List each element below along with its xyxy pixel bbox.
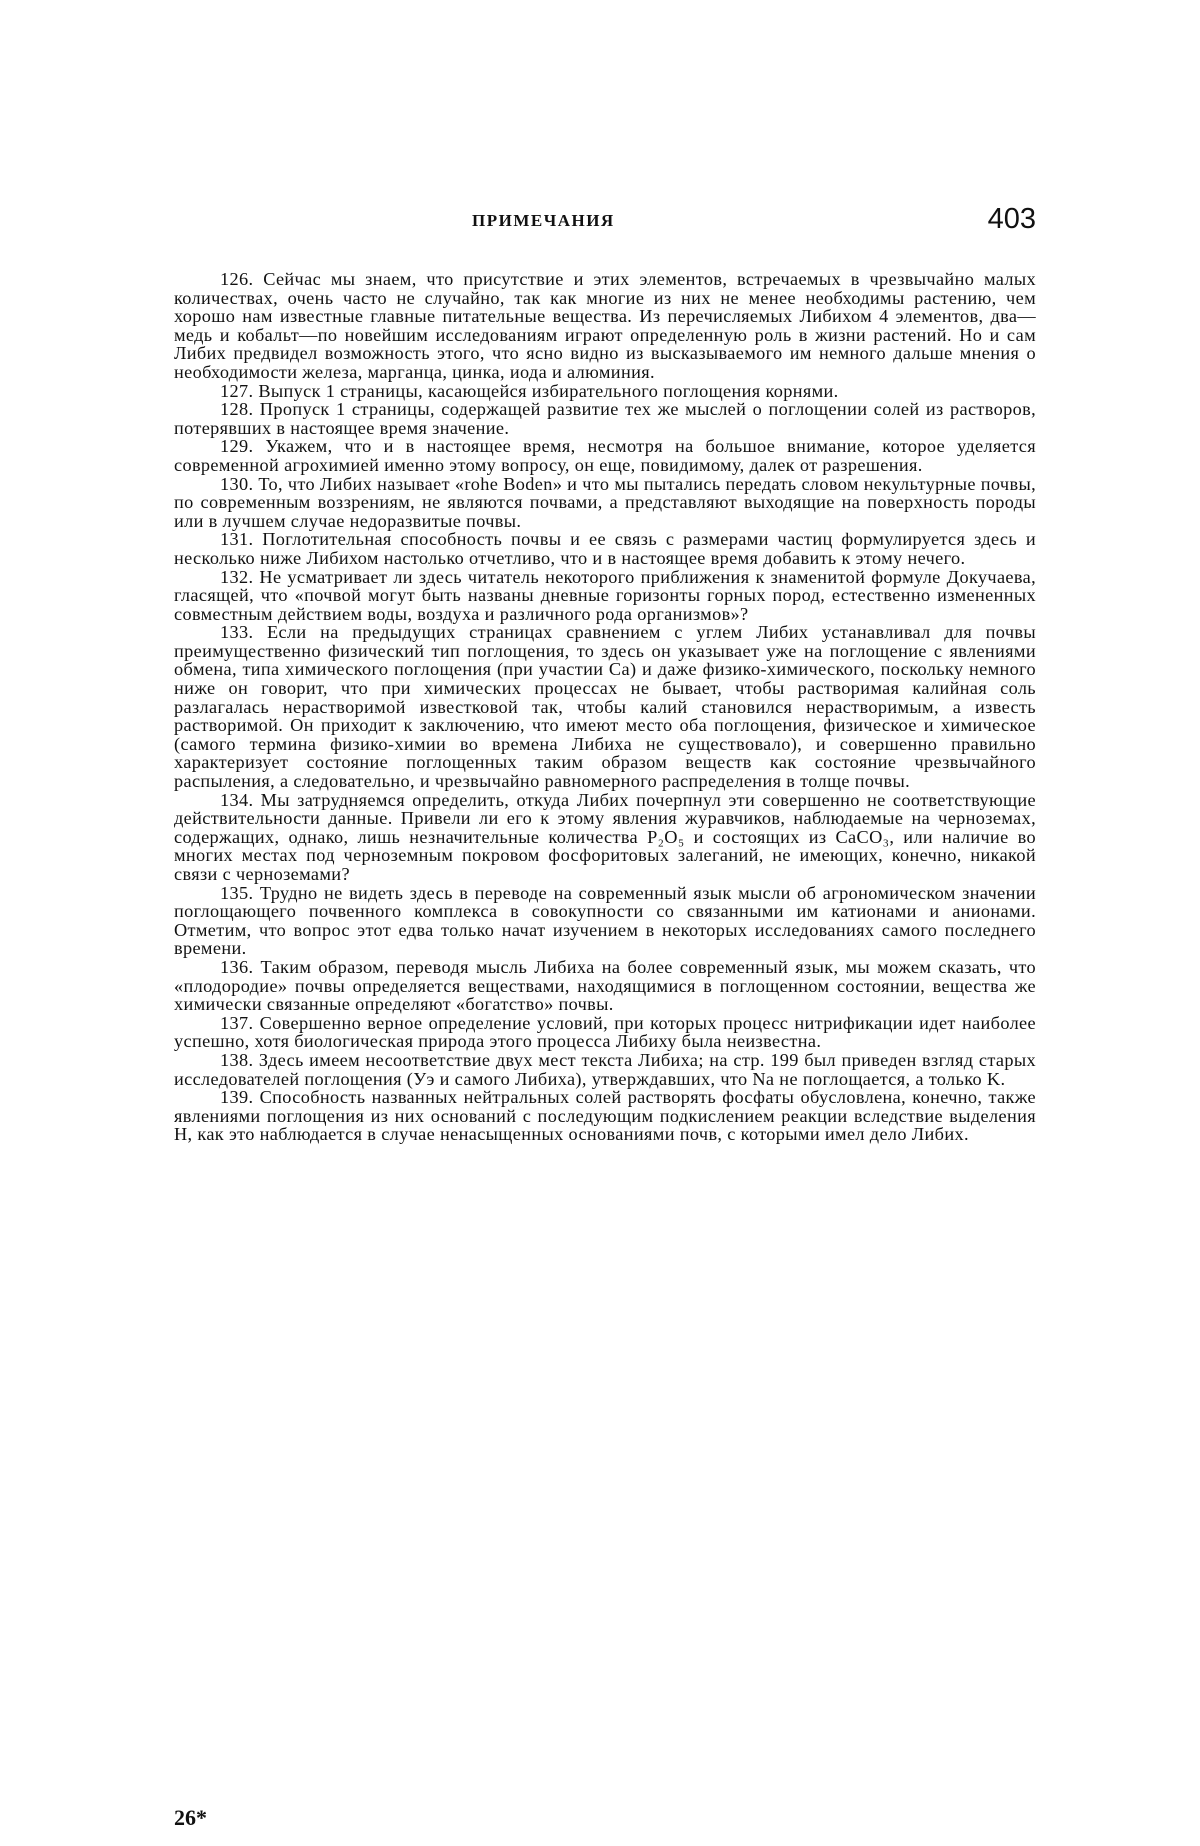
note-text: Здесь имеем несоответствие двух мест текста Либиха; на стр. 199 был приведен взгляд старых исследователей поглощения (Уэ и самого Либиха), утверждавших, что Na не поглощается, а только K.: [174, 1049, 1036, 1089]
note-139: [174, 1088, 1036, 1144]
note-number: 137.: [220, 1012, 254, 1033]
note-126: [174, 270, 1036, 382]
note-number: 132.: [220, 566, 254, 587]
note-number: 139.: [220, 1087, 254, 1108]
signature-mark: 26*: [174, 1805, 207, 1830]
note-131: [174, 530, 1036, 567]
note-number: 135.: [220, 882, 254, 903]
note-number: 138.: [220, 1049, 254, 1070]
note-129: [174, 437, 1036, 474]
note-text: Трудно не видеть здесь в переводе на современный язык мысли об агрономическом значении поглощающего почвенного комплекса в совокупности со связанными им катионами и анионами. Отметим, что вопрос этот едва только начат изучением в некоторых исследованиях самого последнего времени.: [174, 882, 1036, 959]
note-number: 126.: [220, 269, 254, 289]
note-132: [174, 568, 1036, 624]
note-127: [174, 382, 1036, 401]
notes-list: [174, 270, 1036, 1144]
note-text: Выпуск 1 страницы, касающейся избирательного поглощения корнями.: [253, 380, 839, 401]
note-text: Укажем, что и в настоящее время, несмотря на большое внимание, которое уделяется современной агрохимией именно этому вопросу, он еще, повидимому, далек от разрешения.: [174, 436, 1036, 475]
note-number: 134.: [220, 789, 254, 810]
running-title: ПРИМЕЧАНИЯ: [472, 211, 615, 230]
note-text: Мы затрудняемся определить, откуда Либих почерпнул эти совершенно не соответствующие действительности данные. Привели ли его к этому явления журавчиков, наблюдаемые на черноземах, содержащих, однако, лишь незначительные количества P₂O₅ и состоящих из CaCO₃, или наличие во многих местах под черноземным покровом фосфоритовых залеганий, не имеющих, конечно, никакой связи с черноземами?: [174, 789, 1036, 884]
note-130: [174, 475, 1036, 531]
note-135: [174, 884, 1036, 958]
note-text: Поглотительная способность почвы и ее связь с размерами частиц формулируется здесь и несколько ниже Либихом настолько отчетливо, что и в настоящее время добавить к этому нечего.: [174, 529, 1036, 568]
note-text: Способность названных нейтральных солей растворять фосфаты обусловлена, конечно, также явлениями поглощения из них оснований с последующим подкислением реакции вследствие выделения H, как это наблюдается в случае ненасыщенных основаниями почв, с которыми имел дело Либих.: [174, 1087, 1036, 1145]
page-number: 403: [987, 203, 1036, 235]
note-136: [174, 958, 1036, 1014]
note-number: 130.: [220, 473, 254, 494]
note-number: 129.: [220, 436, 254, 457]
note-text: Если на предыдущих страницах сравнением с углем Либих устанавливал для почвы преимущественно физический тип поглощения, то здесь он указывает уже на поглощение с явлениями обмена, типа химического поглощения (при участии Ca) и даже физико-химического, поскольку немного ниже он говорит, что при химических процессах не бывает, чтобы растворимая калийная соль разлагалась нерастворимой известковой так, чтобы калий становился нерастворимым, а известь растворимой. Он приходит к заключению, что имеют место оба поглощения, физическое и химическое (самого термина физико-химии во времена Либиха не существовало), и совершенно правильно характеризует состояние поглощенных таким образом веществ как состояние чрезвычайного распыления, а следовательно, и чрезвычайно равномерного распределения в толще почвы.: [174, 622, 1036, 792]
note-number: 133.: [220, 622, 254, 643]
note-number: 136.: [220, 956, 254, 977]
note-138: [174, 1051, 1036, 1088]
note-134: [174, 791, 1036, 884]
note-text: Таким образом, переводя мысль Либиха на более современный язык, мы можем сказать, что «плодородие» почвы определяется веществами, находящимися в поглощенном состоянии, вещества же химически связанные определяют «богатство» почвы.: [174, 956, 1036, 1015]
note-number: 128.: [220, 399, 254, 420]
note-text: То, что Либих называет «rohe Boden» и что мы пытались передать словом некультурные почвы, по современным воззрениям, не являются почвами, а представляют выходящие на поверхность породы или в лучшем случае недоразвитые почвы.: [174, 473, 1036, 531]
page-header: [174, 205, 1036, 245]
note-text: Сейчас мы знаем, что присутствие и этих элементов, встречаемых в чрезвычайно малых количествах, очень часто не случайно, так как многие из них не менее необходимы растению, чем хорошо нам известные главные питательные вещества. Из перечисляемых Либихом 4 элементов, два—медь и кобальт—по новейшим исследованиям играют определенную роль в жизни растений. Но и сам Либих предвидел возможность этого, что ясно видно из высказываемого им немного дальше мнения о необходимости железа, марганца, цинка, иода и алюминия.: [174, 269, 1036, 382]
note-text: Совершенно верное определение условий, при которых процесс нитрификации идет наиболее успешно, хотя биологическая природа этого процесса Либиху была неизвестна.: [174, 1012, 1036, 1052]
note-137: [174, 1014, 1036, 1051]
note-text: Пропуск 1 страницы, содержащей развитие тех же мыслей о поглощении солей из растворов, потерявших в настоящее время значение.: [174, 399, 1036, 438]
note-text: Не усматривает ли здесь читатель некоторого приближения к знаменитой формуле Докучаева, гласящей, что «почвой могут быть названы дневные горизонты горных пород, естественно измененных совместным действием воды, воздуха и различного рода организмов»?: [174, 566, 1036, 624]
note-number: 131.: [220, 529, 254, 550]
note-number: 127.: [220, 380, 254, 401]
note-128: [174, 400, 1036, 437]
note-133: [174, 623, 1036, 790]
